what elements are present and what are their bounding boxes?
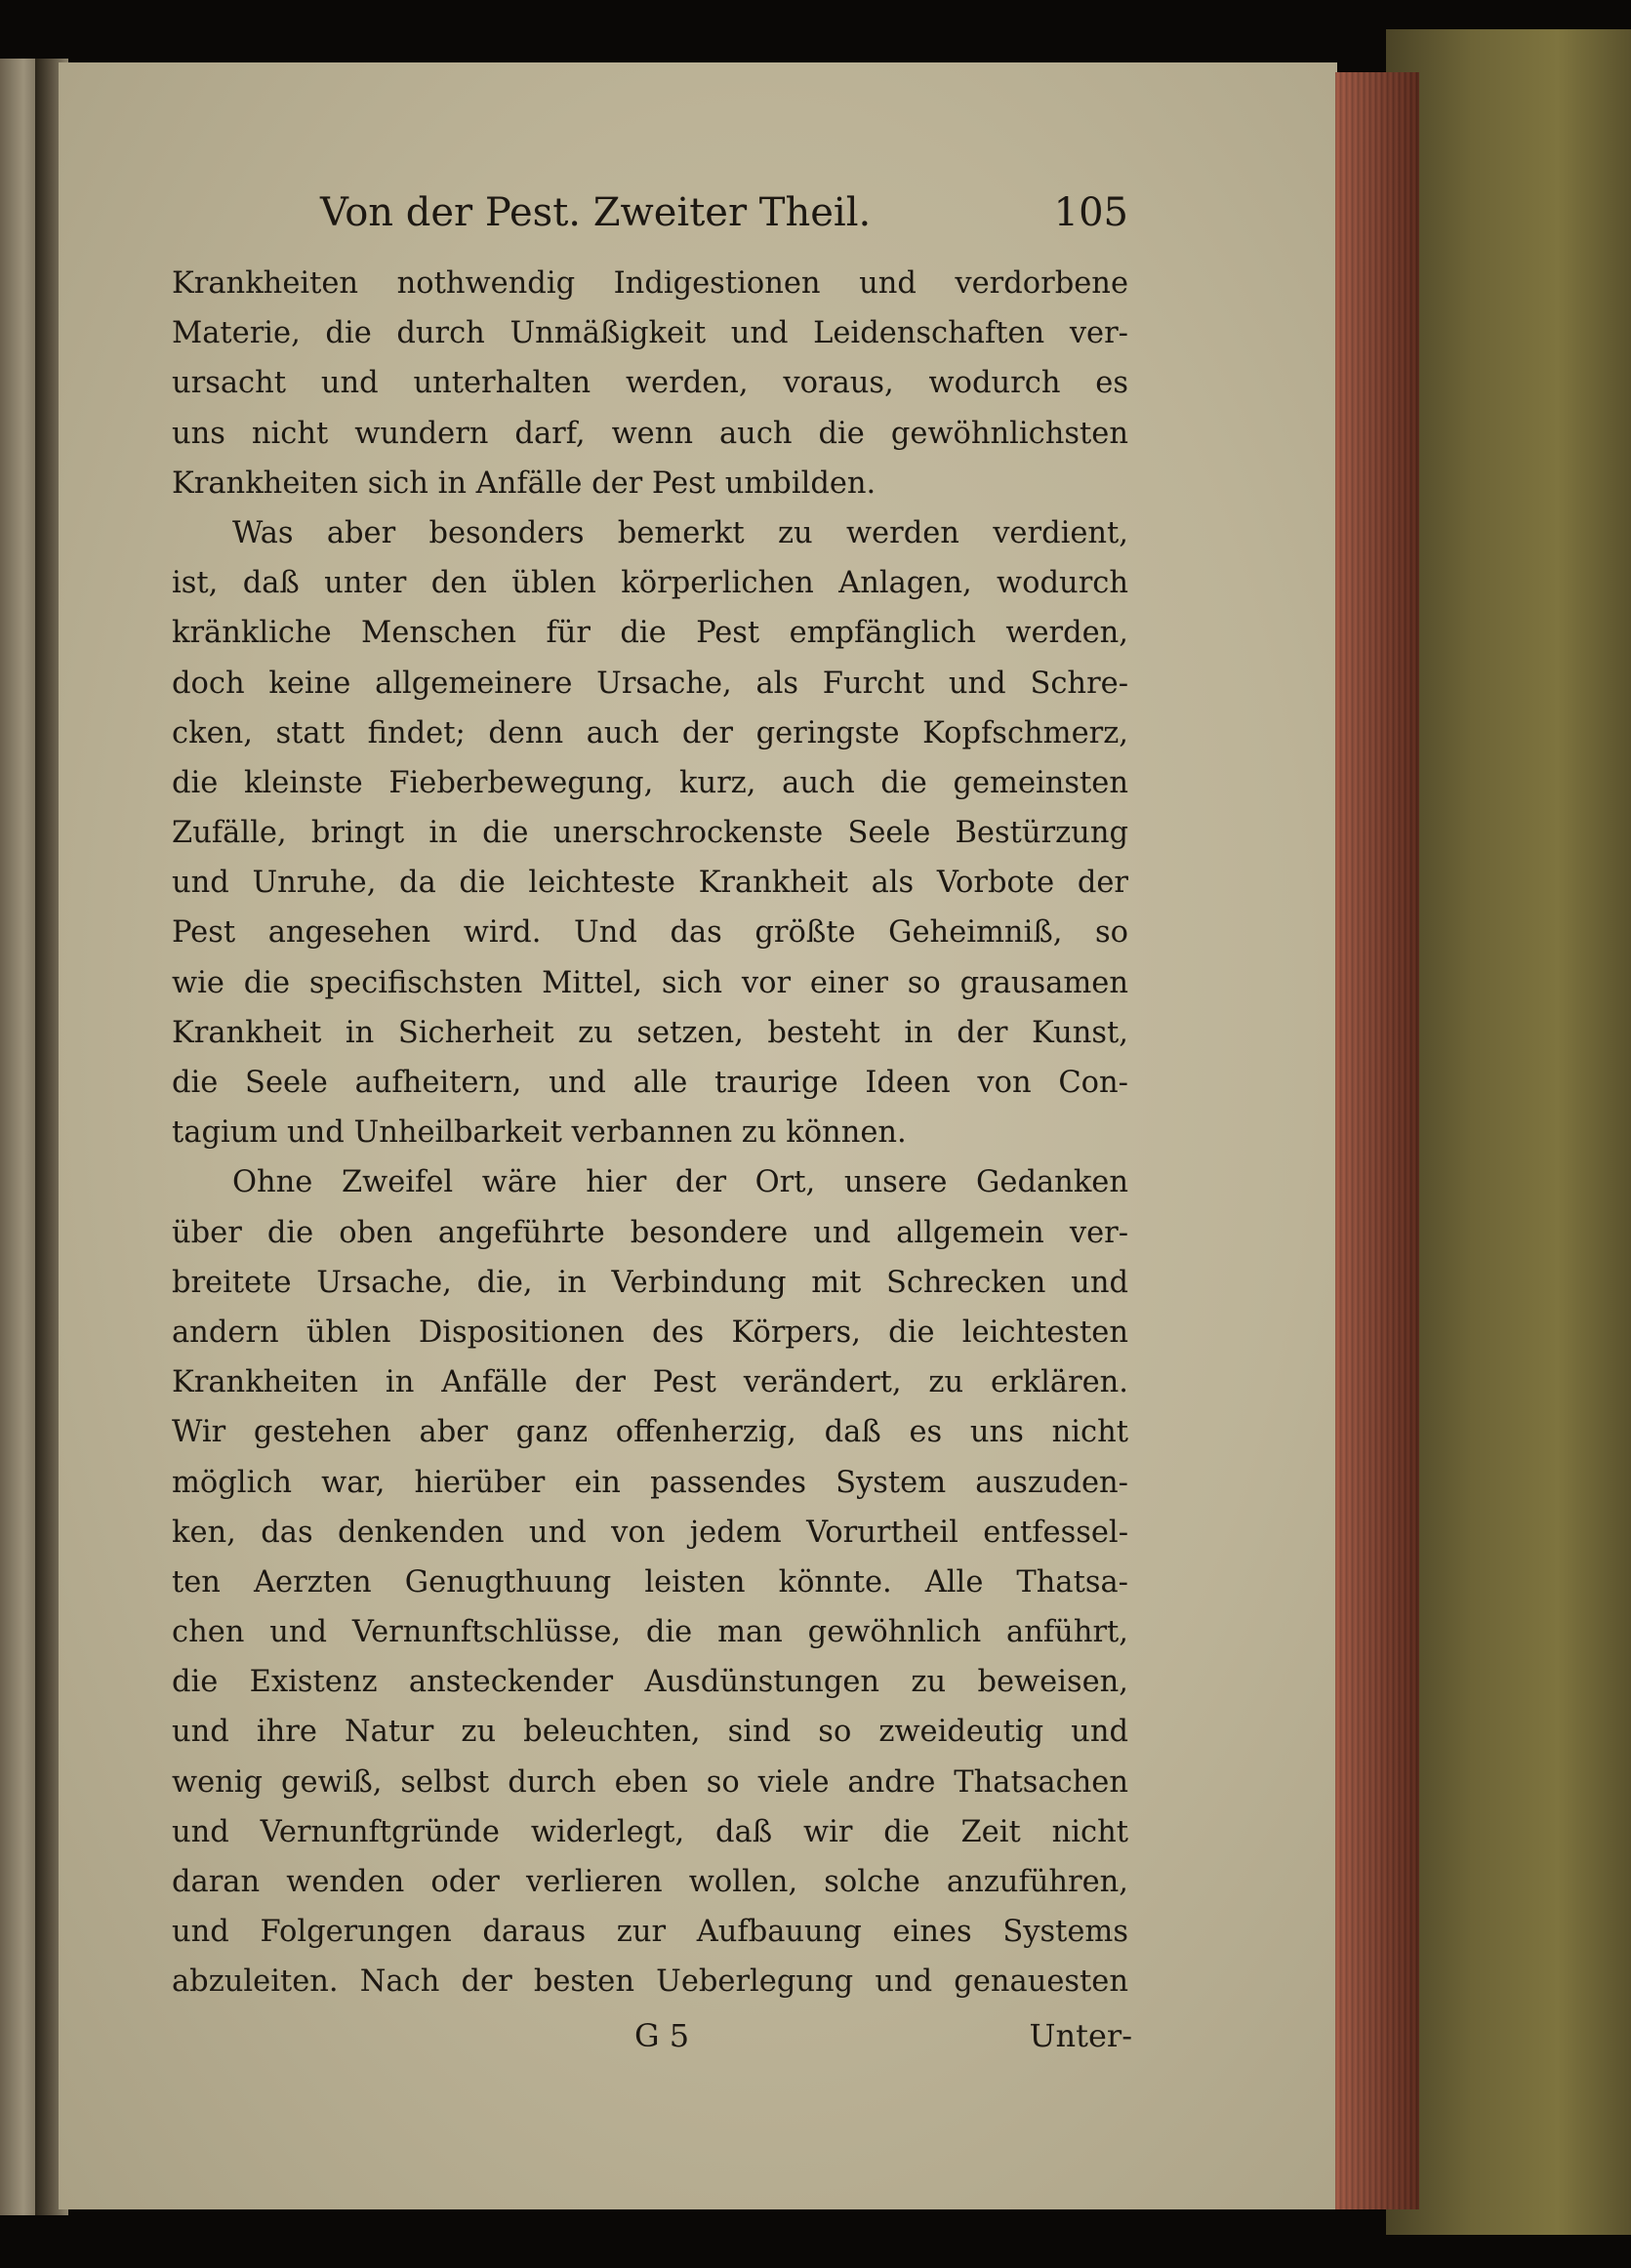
text-line: Krankheit in Sicherheit zu setzen, besteht in der Kunst, [172,1015,1128,1050]
text-line: ist, daß unter den üblen körperlichen Anlagen, wodurch [172,566,1128,601]
text-line: kränkliche Menschen für die Pest empfänglich werden, [172,616,1128,651]
text-line: cken, statt findet; denn auch der geringste Kopfschmerz, [172,715,1128,750]
text-line: Zufälle, bringt in die unerschrockenste Seele Bestürzung [172,816,1128,851]
text-line: über die oben angeführte besondere und allgemein ver- [172,1215,1128,1250]
page-block-shade [1335,72,1419,2209]
running-title: Von der Pest. Zweiter Theil. [320,190,872,235]
book-cover-edge [1386,29,1631,2235]
text-line: wie die specifischsten Mittel, sich vor einer so grausamen [172,965,1128,1000]
text-line: und Folgerungen daraus zur Aufbauung eines Systems [172,1915,1128,1950]
left-page-edge [0,59,39,2215]
text-line: Ohne Zweifel wäre hier der Ort, unsere Gedanken [232,1165,1128,1200]
text-line: andern üblen Dispositionen des Körpers, die leichtesten [172,1315,1128,1350]
page-number: 105 [1053,190,1128,235]
signature-mark: G 5 [634,2016,690,2054]
text-line: wenig gewiß, selbst durch eben so viele andre Thatsachen [172,1764,1128,1800]
text-line: Krankheiten in Anfälle der Pest verändert, zu erklären. [172,1365,1128,1400]
text-block [172,190,1132,2064]
text-line: Was aber besonders bemerkt zu werden verdient, [232,515,1128,550]
text-line: tagium und Unheilbarkeit verbannen zu können. [172,1115,907,1151]
text-line: Pest angesehen wird. Und das größte Geheimniß, so [172,915,1128,951]
text-line: Krankheiten nothwendig Indigestionen und verdorbene [172,266,1128,301]
text-line: Materie, die durch Unmäßigkeit und Leidenschaften ver- [172,316,1128,351]
catchword: Unter- [1029,2016,1132,2054]
text-line: Krankheiten sich in Anfälle der Pest umbilden. [172,466,877,501]
page-footer [172,2009,1132,2064]
text-line: abzuleiten. Nach der besten Ueberlegung und genauesten [172,1964,1128,2000]
text-line: die Seele aufheitern, und alle traurige Ideen von Con- [172,1066,1128,1100]
running-head [172,190,1128,259]
text-line: die Existenz ansteckender Ausdünstungen zu beweisen, [172,1665,1128,1700]
text-line: uns nicht wundern darf, wenn auch die gewöhnlichsten [172,416,1128,451]
text-line: ten Aerzten Genugthuung leisten könnte. Alle Thatsa- [172,1564,1128,1600]
text-line: doch keine allgemeinere Ursache, als Furcht und Schre- [172,666,1128,701]
text-line: und Vernunftgründe widerlegt, daß wir die Zeit nicht [172,1814,1128,1849]
text-line: und ihre Natur zu beleuchten, sind so zweideutig und [172,1715,1128,1750]
text-line: Wir gestehen aber ganz offenherzig, daß es uns nicht [172,1415,1128,1450]
text-line: daran wenden oder verlieren wollen, solche anzuführen, [172,1865,1128,1899]
text-line: möglich war, hierüber ein passendes System auszuden- [172,1465,1128,1500]
text-line: chen und Vernunftschlüsse, die man gewöhnlich anführt, [172,1615,1128,1650]
text-line: und Unruhe, da die leichteste Krankheit als Vorbote der [172,866,1128,901]
body-text [172,259,1128,2007]
text-line: die kleinste Fieberbewegung, kurz, auch die gemeinsten [172,765,1128,800]
text-line: breitete Ursache, die, in Verbindung mit Schrecken und [172,1265,1128,1300]
text-line: ken, das denkenden und von jedem Vorurtheil entfessel- [172,1515,1128,1550]
text-line: ursacht und unterhalten werden, voraus, wodurch es [172,366,1128,401]
